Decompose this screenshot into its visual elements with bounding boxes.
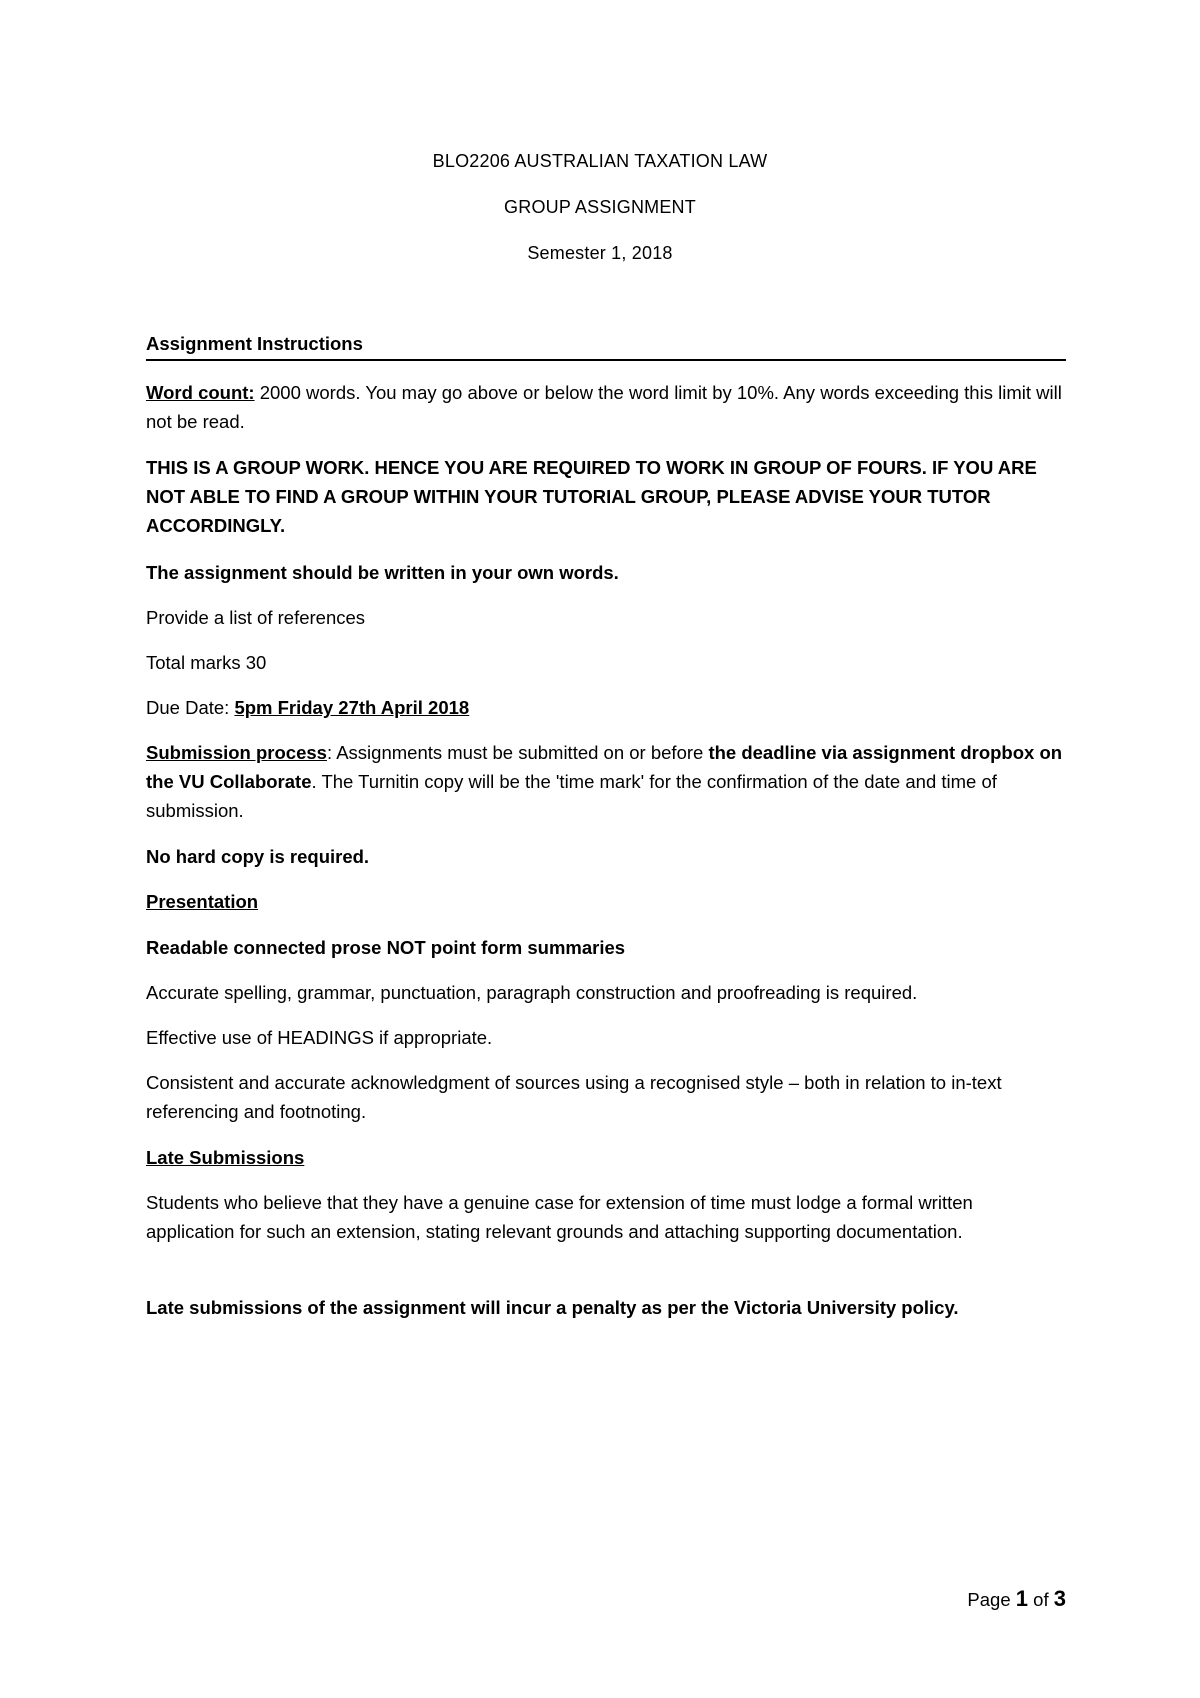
due-date-label: Due Date: bbox=[146, 697, 235, 718]
due-date-line bbox=[146, 693, 1066, 722]
page-footer bbox=[967, 1587, 1066, 1612]
own-words-note: The assignment should be written in your own words. bbox=[146, 562, 619, 583]
group-notice: THIS IS A GROUP WORK. HENCE YOU ARE REQUIRED TO WORK IN GROUP OF FOURS. IF YOU ARE NOT ABLE TO FIND A GROUP WITHIN YOUR TUTORIAL GROUP, PLEASE ADVISE YOUR TUTOR ACCORDINGLY. bbox=[146, 457, 1037, 536]
course-title: BLO2206 AUSTRALIAN TAXATION LAW bbox=[432, 151, 768, 171]
submission-paragraph bbox=[146, 738, 1066, 825]
footer-total-pages: 3 bbox=[1053, 1586, 1066, 1611]
footer-of-word: of bbox=[1028, 1589, 1054, 1610]
word-count-text: 2000 words. You may go above or below the word limit by 10%. Any words exceeding this limit will not be read. bbox=[146, 382, 1062, 432]
instructions-heading: Assignment Instructions bbox=[146, 333, 363, 354]
late-penalty: Late submissions of the assignment will incur a penalty as per the Victoria University policy. bbox=[146, 1297, 959, 1318]
presentation-spelling: Accurate spelling, grammar, punctuation, paragraph construction and proofreading is required. bbox=[146, 982, 918, 1003]
submission-label: Submission process bbox=[146, 742, 327, 763]
no-hard-copy: No hard copy is required. bbox=[146, 846, 370, 867]
late-heading: Late Submissions bbox=[146, 1147, 305, 1168]
assignment-title: GROUP ASSIGNMENT bbox=[504, 197, 696, 217]
submission-text: : Assignments must be submitted on or before bbox=[326, 742, 709, 763]
word-count-paragraph bbox=[146, 378, 1066, 436]
heading-divider bbox=[146, 359, 1066, 361]
word-count-label: Word count: bbox=[146, 382, 255, 403]
references-note: Provide a list of references bbox=[146, 607, 366, 628]
instructions-heading-block bbox=[146, 332, 1066, 361]
presentation-sources: Consistent and accurate acknowledgment of sources using a recognised style – both in relation to in-text referencing and footnoting. bbox=[146, 1072, 1002, 1122]
submission-bold: the deadline via assignment dropbox on the VU Collaborate bbox=[146, 742, 1063, 792]
presentation-headings: Effective use of HEADINGS if appropriate. bbox=[146, 1027, 493, 1048]
footer-current-page: 1 bbox=[1015, 1586, 1029, 1611]
semester-line: Semester 1, 2018 bbox=[527, 243, 673, 263]
total-marks: Total marks 30 bbox=[146, 652, 267, 673]
footer-page-word: Page bbox=[967, 1589, 1016, 1610]
presentation-heading: Presentation bbox=[146, 891, 259, 912]
submission-rest: . The Turnitin copy will be the 'time mark' for the confirmation of the date and time of submission. bbox=[146, 771, 997, 821]
due-date-value: 5pm Friday 27th April 2018 bbox=[234, 697, 470, 718]
late-extension: Students who believe that they have a genuine case for extension of time must lodge a formal written application for such an extension, stating relevant grounds and attaching supporting documentation. bbox=[146, 1192, 973, 1242]
presentation-prose: Readable connected prose NOT point form summaries bbox=[146, 937, 626, 958]
